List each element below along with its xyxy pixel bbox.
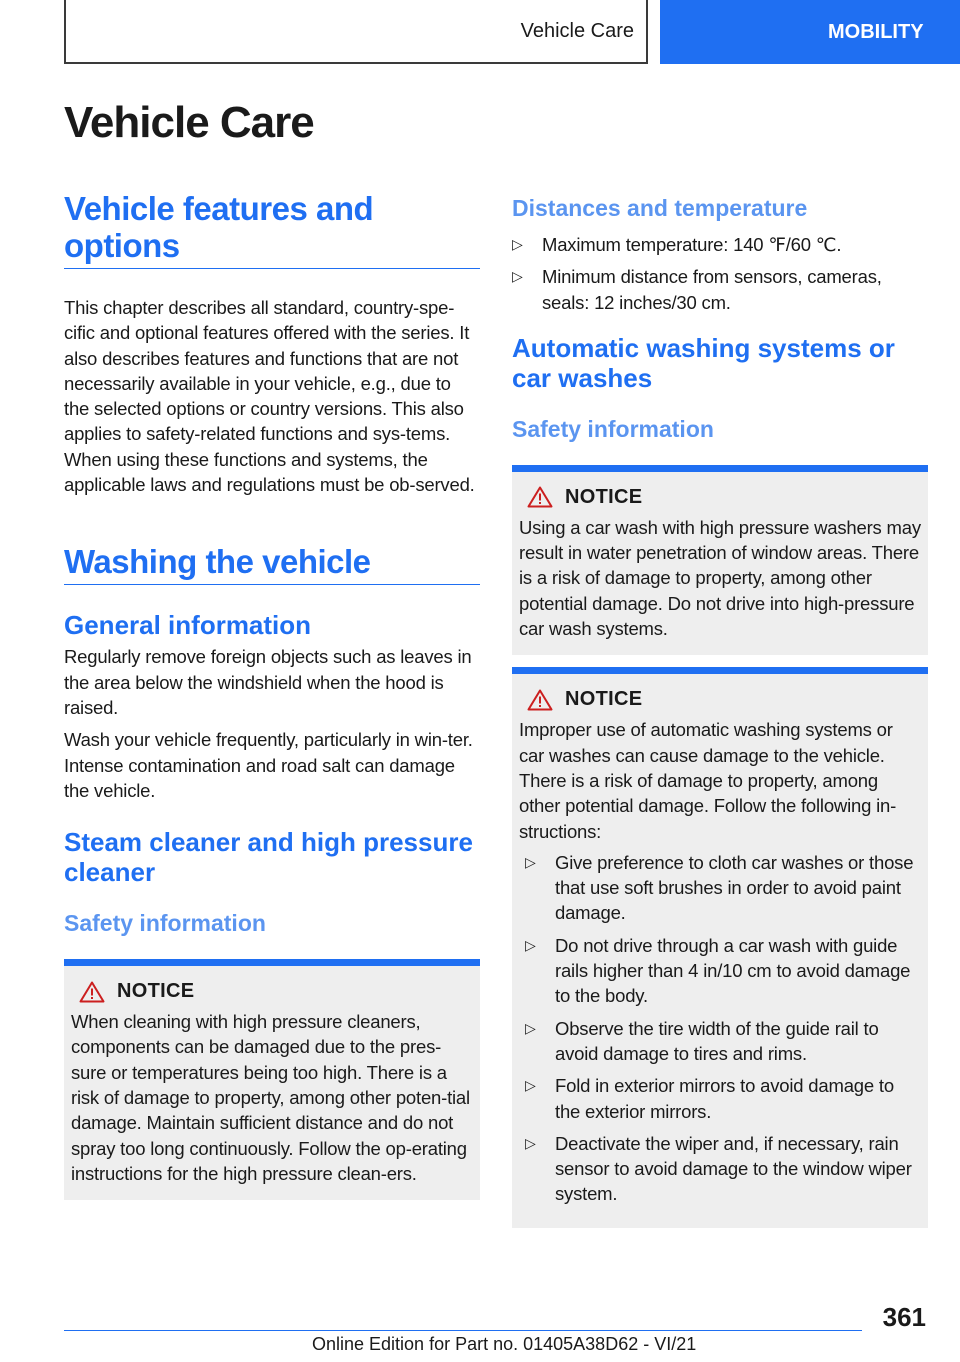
notice-label: NOTICE [117, 980, 195, 1003]
list-item-text: Fold in exterior mirrors to avoid damage to the exterior mirrors. [555, 1075, 894, 1122]
triangle-bullet-icon: ▷ [525, 936, 536, 953]
list-item-text: Do not drive through a car wash with guide rails higher than 4 in/10 cm to avoid damage to the body. [555, 934, 911, 1007]
notice-box-car-wash-pressure [512, 465, 928, 655]
notice-text: Improper use of automatic washing systems or car washes can cause damage to the vehicle. There is a risk of damage to property, among other potential damage. Follow the following in-structions: [519, 719, 897, 842]
triangle-bullet-icon: ▷ [512, 268, 523, 285]
list-item [525, 1131, 921, 1207]
triangle-bullet-icon: ▷ [525, 853, 536, 870]
header-tab-mobility [660, 0, 960, 64]
notice-header [519, 688, 921, 711]
heading-vehicle-features: Vehicle features and options [64, 190, 480, 269]
header-tab-label: MOBILITY [828, 20, 924, 43]
notice-box-high-pressure [64, 959, 480, 1200]
heading-general-information: General information [64, 610, 312, 641]
page-number: 361 [882, 1302, 926, 1332]
list-item [525, 1016, 921, 1067]
heading-automatic-washing: Automatic washing systems or car washes [512, 332, 895, 393]
list-item [525, 933, 921, 1009]
notice-label: NOTICE [565, 485, 643, 508]
paragraph-general-2: Wash your vehicle frequently, particularly in win-ter. Intense contamination and road salt can damage the vehicle. [64, 729, 473, 801]
footer-edition-text: Online Edition for Part no. 01405A38D62 - VI/21 [312, 1334, 697, 1354]
list-item-text: Observe the tire width of the guide rail to avoid damage to tires and rims. [555, 1017, 879, 1064]
warning-triangle-icon [79, 981, 105, 1003]
header-section-label: Vehicle Care [520, 19, 634, 42]
paragraph-general-1: Regularly remove foreign objects such as leaves in the area below the windshield when the hood is raised. [64, 646, 472, 718]
heading-steam-cleaner: Steam cleaner and high pressure cleaner [64, 827, 473, 888]
page-title: Vehicle Care [64, 98, 314, 147]
notice-text: Using a car wash with high pressure washers may result in water penetration of window areas. There is a risk of damage to property, among other potential damage. Do not drive into high-pressure car wash systems. [519, 516, 921, 640]
heading-washing-vehicle: Washing the vehicle [64, 543, 480, 585]
heading-safety-information-right: Safety information [512, 415, 714, 442]
list-item [512, 264, 928, 315]
footer-divider [64, 1330, 862, 1331]
list-item-text: Deactivate the wiper and, if necessary, rain sensor to avoid damage to the window wiper system. [555, 1132, 912, 1205]
car-wash-instructions-list [519, 850, 921, 1207]
notice-box-automatic-washing [512, 667, 928, 1227]
header-section-box [64, 0, 648, 64]
list-item [512, 232, 928, 257]
triangle-bullet-icon: ▷ [525, 1134, 536, 1151]
heading-distances-temperature: Distances and temperature [512, 195, 808, 221]
list-item [525, 850, 921, 926]
list-item [525, 1073, 921, 1124]
heading-safety-information-left: Safety information [64, 910, 266, 937]
triangle-bullet-icon: ▷ [512, 236, 523, 252]
list-item-text: Maximum temperature: 140 ℉/60 ℃. [542, 234, 842, 255]
list-item-text: Give preference to cloth car washes or those that use soft brushes in order to avoid paint damage. [555, 851, 914, 924]
warning-triangle-icon [527, 689, 553, 711]
triangle-bullet-icon: ▷ [525, 1077, 536, 1094]
notice-header [71, 980, 473, 1003]
notice-header [519, 486, 921, 509]
list-item-text: Minimum distance from sensors, cameras, seals: 12 inches/30 cm. [542, 266, 882, 313]
notice-label: NOTICE [565, 688, 643, 711]
triangle-bullet-icon: ▷ [525, 1019, 536, 1036]
right-column [512, 190, 928, 1228]
distances-list [512, 232, 928, 315]
left-column [64, 190, 480, 1200]
notice-text: When cleaning with high pressure cleaners, components can be damaged due to the pres-sure or temperatures being too high. There is a risk of damage to property, among other poten-tial damage. Maintain sufficient distance and do not spray too long continuously. Follow the op-erating instructions for the high pressure clean-ers. [71, 1011, 470, 1184]
warning-triangle-icon [527, 486, 553, 508]
paragraph-vehicle-features: This chapter describes all standard, country-spe-cific and optional features offered with the series. It also describes features and functions that are not necessarily available in your vehicle, e.g., due to the selected options or country versions. This also applies to safety-related functions and sys-tems. When using these functions and systems, the applicable laws and regulations must be ob-served. [64, 297, 475, 496]
